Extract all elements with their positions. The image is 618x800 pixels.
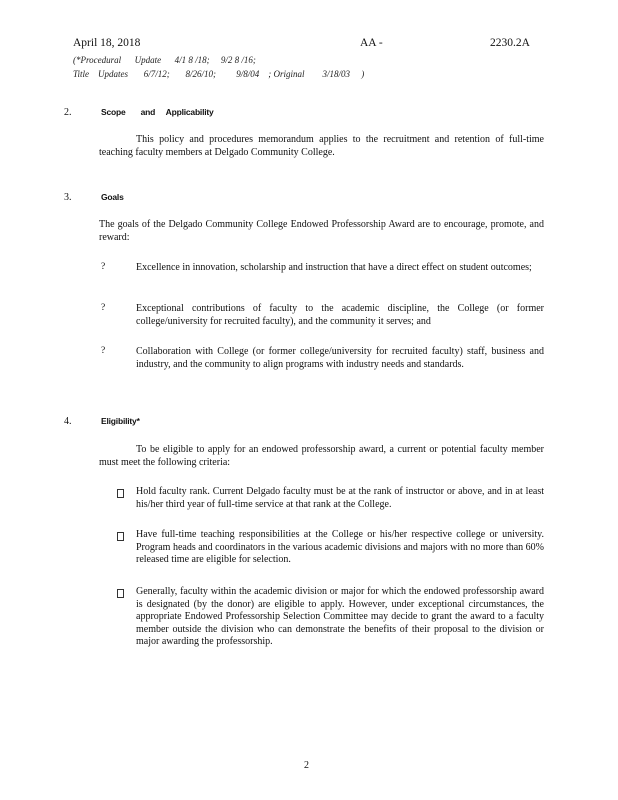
list-item: Exceptional contributions of faculty to the academic discipline, the College (or former college/university for recruited faculty), and the community it serves; and [136,303,544,327]
section-number: 3. [64,192,72,203]
section-paragraph: This policy and procedures memorandum applies to the recruitment and retention of full-time teaching faculty members at Delgado Community College. [99,134,544,158]
list-item: Generally, faculty within the academic division or major for which the endowed professorship award is designated (by the donor) are eligible to apply. However, under exceptional circumstances, the appropriate Endowed Professorship Selection Committee may decide to grant the award to a faculty member outside the division who can demonstrate the benefits of their proposal to the division or major awarding the professorship. [136,586,544,647]
section-title: Goals [101,192,124,202]
section-number: 4. [64,416,72,427]
revision-history-line-2: Title Updates 6/7/12; 8/26/10; 9/8/04 ; Original 3/18/03 ) [73,69,365,79]
section-paragraph: The goals of the Delgado Community College Endowed Professorship Award are to encourage, promote, and reward: [99,219,544,243]
checkbox-bullet-icon [117,489,124,498]
section-paragraph: To be eligible to apply for an endowed professorship award, a current or potential faculty member must meet the following criteria: [99,444,544,468]
checkbox-bullet-icon [117,532,124,541]
policy-prefix: AA - [360,37,383,49]
list-item: Excellence in innovation, scholarship and instruction that have a direct effect on student outcomes; [136,262,532,273]
bullet-marker: ? [101,346,106,356]
policy-number: 2230.2A [490,37,530,49]
list-item: Hold faculty rank. Current Delgado faculty must be at the rank of instructor or above, and in at least his/her third year of full-time service at that rank at the College. [136,486,544,510]
revision-history-line-1: (*Procedural Update 4/1 8 /18; 9/2 8 /16; [73,55,256,65]
checkbox-bullet-icon [117,589,124,598]
bullet-marker: ? [101,262,106,272]
section-title: Eligibility* [101,416,140,426]
document-date: April 18, 2018 [73,37,141,49]
bullet-marker: ? [101,303,106,313]
list-item: Collaboration with College (or former college/university for recruited faculty) staff, business and industry, and the community to align programs with industry needs and standards. [136,346,544,370]
page-number: 2 [304,760,309,771]
section-title: Scope and Applicability [101,107,214,117]
section-number: 2. [64,107,72,118]
list-item: Have full-time teaching responsibilities at the College or his/her respective college or university. Program heads and coordinators in the various academic divisions and majors with no more than 60% released time are eligible for selection. [136,529,544,565]
